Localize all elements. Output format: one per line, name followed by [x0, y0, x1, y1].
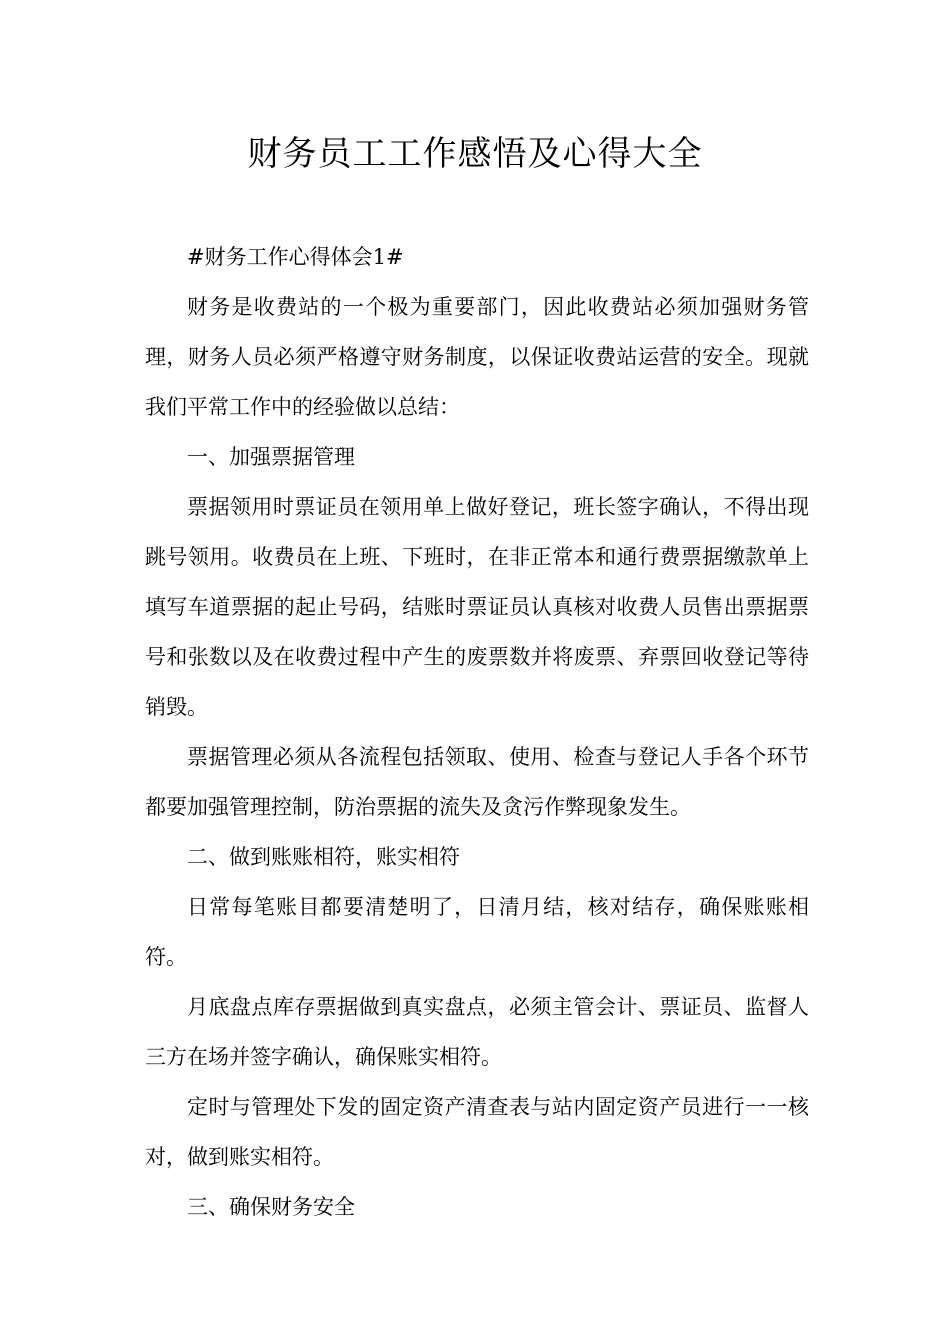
- heading-section-2: 二、做到账账相符，账实相符: [187, 845, 460, 869]
- document-body: [145, 232, 809, 1232]
- document-title: 财务员工工作感悟及心得大全: [247, 134, 703, 174]
- heading-section-1: 一、加强票据管理: [187, 445, 355, 469]
- paragraph-ticket-usage: 票据领用时票证员在领用单上做好登记，班长签字确认，不得出现跳号领用。收费员在上班、下班时，在非正常本和通行费票据缴款单上填写车道票据的起止号码，结账时票证员认真核对收费人员售出票据票号和张数以及在收费过程中产生的废票数并将废票、弃票回收登记等待销毁。: [145, 495, 809, 719]
- heading-section-3: 三、确保财务安全: [187, 1195, 355, 1219]
- paragraph-ticket-control: 票据管理必须从各流程包括领取、使用、检查与登记人手各个环节都要加强管理控制，防治票据的流失及贪污作弊现象发生。: [145, 745, 809, 819]
- paragraph-daily-accounts: 日常每笔账目都要清楚明了，日清月结，核对结存，确保账账相符。: [145, 895, 809, 969]
- paragraph-section-tag: #财务工作心得体会1#: [187, 245, 404, 269]
- paragraph-intro: 财务是收费站的一个极为重要部门，因此收费站必须加强财务管理，财务人员必须严格遵守财务制度，以保证收费站运营的安全。现就我们平常工作中的经验做以总结：: [145, 295, 809, 419]
- paragraph-fixed-assets: 定时与管理处下发的固定资产清查表与站内固定资产员进行一一核对，做到账实相符。: [145, 1095, 809, 1169]
- paragraph-monthly-inventory: 月底盘点库存票据做到真实盘点，必须主管会计、票证员、监督人三方在场并签字确认，确保账实相符。: [145, 995, 809, 1069]
